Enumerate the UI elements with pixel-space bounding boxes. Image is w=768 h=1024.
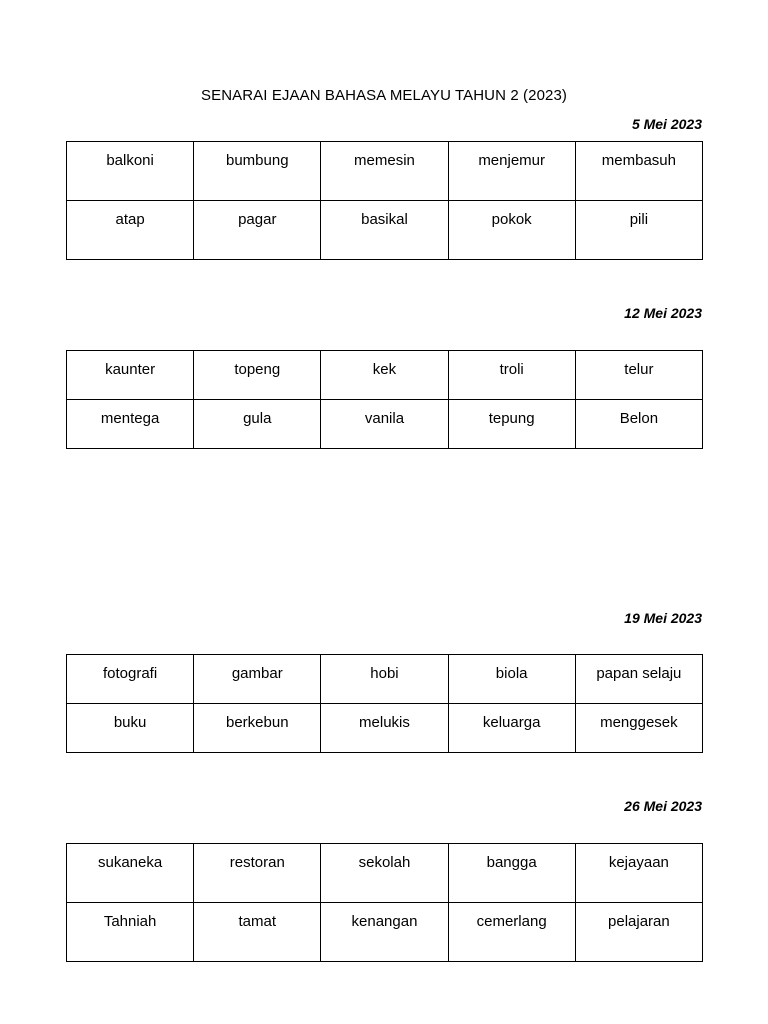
word-cell: restoran <box>194 844 321 903</box>
word-cell: cemerlang <box>448 903 575 962</box>
spelling-table-week-1 <box>66 141 703 260</box>
word-cell: pelajaran <box>575 903 702 962</box>
spelling-table-week-4 <box>66 843 703 962</box>
word-cell: fotografi <box>67 655 194 704</box>
table-row <box>67 844 703 903</box>
word-cell: menggesek <box>575 704 702 753</box>
word-cell: Tahniah <box>67 903 194 962</box>
word-cell: vanila <box>321 400 448 449</box>
word-cell: membasuh <box>575 142 702 201</box>
table-row <box>67 351 703 400</box>
word-cell: melukis <box>321 704 448 753</box>
table-row <box>67 400 703 449</box>
week-date-1: 5 Mei 2023 <box>631 116 702 132</box>
word-cell: memesin <box>321 142 448 201</box>
word-cell: hobi <box>321 655 448 704</box>
word-cell: mentega <box>67 400 194 449</box>
word-cell: pokok <box>448 201 575 260</box>
document-title: SENARAI EJAAN BAHASA MELAYU TAHUN 2 (2023) <box>201 87 567 104</box>
word-cell: sekolah <box>321 844 448 903</box>
word-cell: bangga <box>448 844 575 903</box>
word-cell: pili <box>575 201 702 260</box>
table-row <box>67 655 703 704</box>
word-cell: Belon <box>575 400 702 449</box>
word-cell: kejayaan <box>575 844 702 903</box>
word-cell: papan selaju <box>575 655 702 704</box>
word-cell: basikal <box>321 201 448 260</box>
word-cell: gula <box>194 400 321 449</box>
word-cell: bumbung <box>194 142 321 201</box>
word-cell: tepung <box>448 400 575 449</box>
spelling-table-week-3 <box>66 654 703 753</box>
word-cell: telur <box>575 351 702 400</box>
word-cell: berkebun <box>194 704 321 753</box>
word-cell: kek <box>321 351 448 400</box>
word-cell: kaunter <box>67 351 194 400</box>
word-cell: keluarga <box>448 704 575 753</box>
word-cell: gambar <box>194 655 321 704</box>
word-cell: sukaneka <box>67 844 194 903</box>
week-date-3: 19 Mei 2023 <box>624 610 702 626</box>
word-cell: kenangan <box>321 903 448 962</box>
word-cell: tamat <box>194 903 321 962</box>
word-cell: balkoni <box>67 142 194 201</box>
table-row <box>67 142 703 201</box>
word-cell: biola <box>448 655 575 704</box>
table-row <box>67 704 703 753</box>
word-cell: topeng <box>194 351 321 400</box>
word-cell: atap <box>67 201 194 260</box>
word-cell: pagar <box>194 201 321 260</box>
week-date-4: 26 Mei 2023 <box>624 798 702 814</box>
word-cell: buku <box>67 704 194 753</box>
week-date-2: 12 Mei 2023 <box>624 305 702 321</box>
word-cell: troli <box>448 351 575 400</box>
spelling-table-week-2 <box>66 350 703 449</box>
table-row <box>67 201 703 260</box>
table-row <box>67 903 703 962</box>
word-cell: menjemur <box>448 142 575 201</box>
